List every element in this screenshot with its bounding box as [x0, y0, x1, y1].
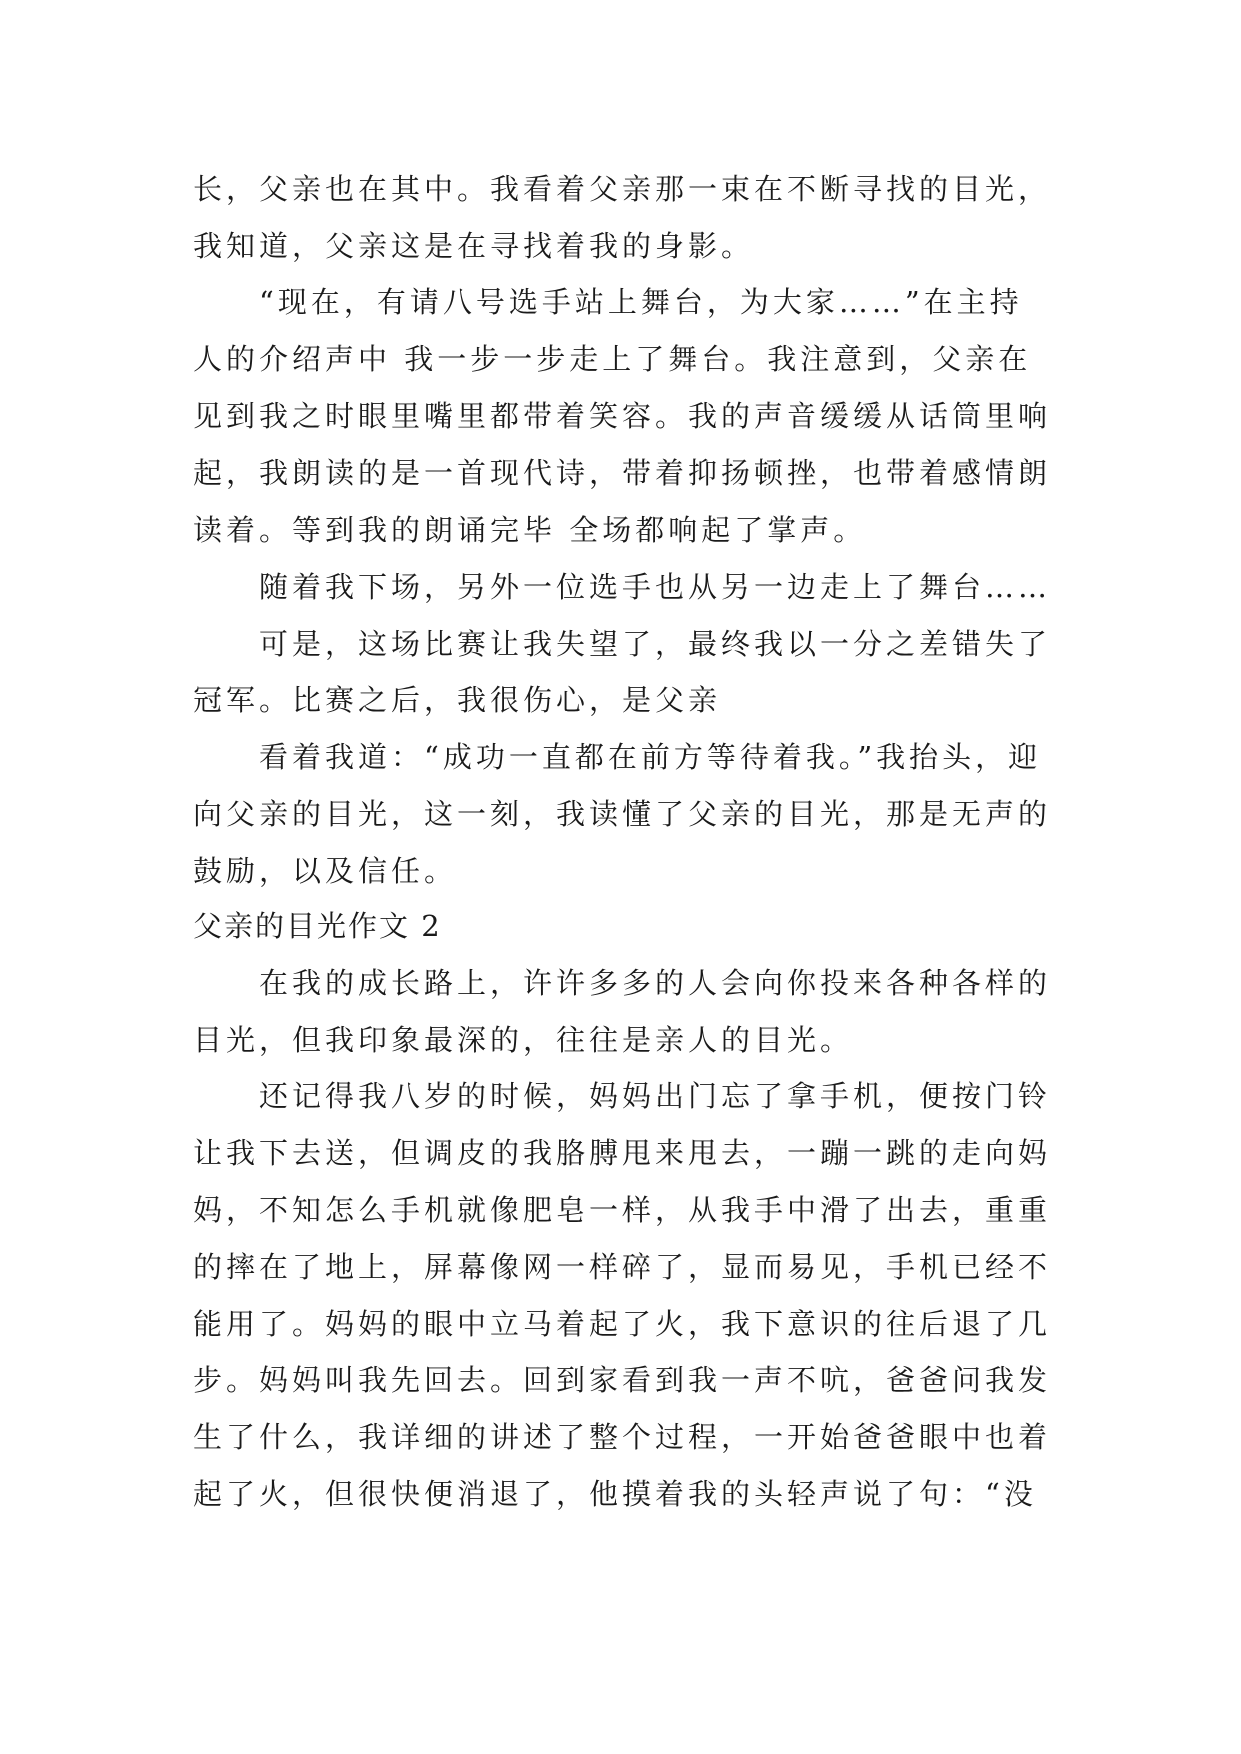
text-line: 步。妈妈叫我先回去。回到家看到我一声不吭，爸爸问我发	[193, 1363, 1052, 1397]
text-line: 可是，这场比赛让我失望了，最终我以一分之差错失了	[193, 627, 1052, 661]
text-line: 人的介绍声中 我一步一步走上了舞台。我注意到，父亲在	[193, 342, 1032, 376]
text-line: 起了火，但很快便消退了，他摸着我的头轻声说了句：“没	[193, 1477, 1037, 1511]
text-line: 的摔在了地上，屏幕像网一样碎了，显而易见，手机已经不	[193, 1250, 1052, 1284]
text-line: 长，父亲也在其中。我看着父亲那一束在不断寻找的目光，	[193, 172, 1052, 206]
section-heading: 父亲的目光作文 2	[193, 909, 442, 943]
text-line: 见到我之时眼里嘴里都带着笑容。我的声音缓缓从话筒里响	[193, 399, 1052, 433]
text-line: 随着我下场，另外一位选手也从另一边走上了舞台……	[193, 570, 1052, 604]
text-line: 鼓励，以及信任。	[193, 854, 458, 888]
text-line: 看着我道：“成功一直都在前方等待着我。”我抬头，迎	[193, 740, 1042, 774]
text-line: 能用了。妈妈的眼中立马着起了火，我下意识的往后退了几	[193, 1307, 1052, 1341]
text-line: 目光，但我印象最深的，往往是亲人的目光。	[193, 1023, 854, 1057]
text-line: 起，我朗读的是一首现代诗，带着抑扬顿挫，也带着感情朗	[193, 456, 1052, 490]
text-line: “现在，有请八号选手站上舞台，为大家……”在主持	[193, 285, 1023, 319]
text-line: 妈，不知怎么手机就像肥皂一样，从我手中滑了出去，重重	[193, 1193, 1052, 1227]
text-line: 向父亲的目光，这一刻，我读懂了父亲的目光，那是无声的	[193, 797, 1052, 831]
text-line: 还记得我八岁的时候，妈妈出门忘了拿手机，便按门铃	[193, 1079, 1052, 1113]
text-line: 在我的成长路上，许许多多的人会向你投来各种各样的	[193, 966, 1052, 1000]
text-line: 生了什么，我详细的讲述了整个过程，一开始爸爸眼中也着	[193, 1420, 1052, 1454]
text-line: 我知道，父亲这是在寻找着我的身影。	[193, 229, 755, 263]
text-line: 冠军。比赛之后，我很伤心，是父亲	[193, 683, 722, 717]
text-line: 让我下去送，但调皮的我胳膊甩来甩去，一蹦一跳的走向妈	[193, 1136, 1052, 1170]
text-line: 读着。等到我的朗诵完毕 全场都响起了掌声。	[193, 513, 867, 547]
